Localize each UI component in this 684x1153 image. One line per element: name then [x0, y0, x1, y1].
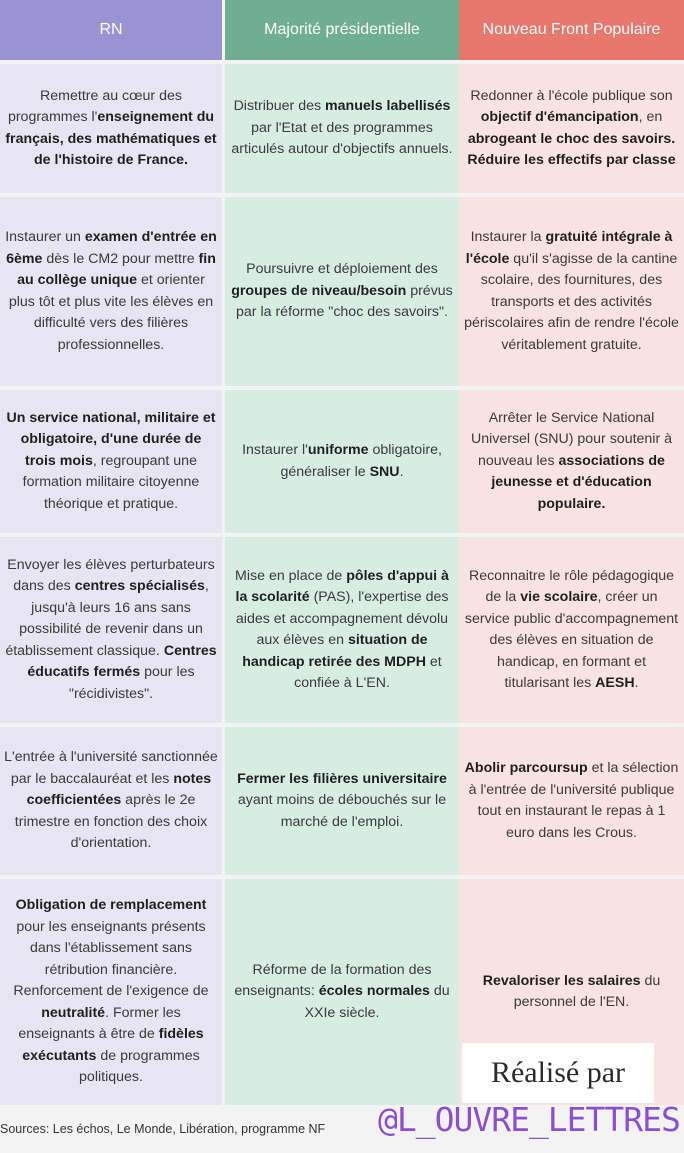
header-rn: RN	[0, 0, 222, 60]
author-handle: @L_OUVRE_LETTRES	[378, 1100, 680, 1139]
cell-majorite: Distribuer des manuels labellisés par l'Etat et des programmes articulés autour d'objectifs annuels.	[225, 64, 459, 193]
cell-rn: Remettre au cœur des programmes l'enseignement du français, des mathématiques et de l'histoire de France.	[0, 64, 222, 193]
cell-majorite: Instaurer l'uniforme obligatoire, généraliser le SNU.	[225, 390, 459, 533]
table-header	[0, 0, 684, 60]
cell-nfp: Instaurer la gratuité intégrale à l'école qu'il s'agisse de la cantine scolaire, des fournitures, des transports et des activités périscolaires afin de rendre l'école véritablement gratuite.	[459, 197, 684, 386]
cell-rn: Un service national, militaire et obligatoire, d'une durée de trois mois, regroupant une formation militaire citoyenne théorique et pratique.	[0, 390, 222, 533]
header-majorite: Majorité présidentielle	[225, 0, 459, 60]
credit-badge: Réalisé par	[462, 1043, 654, 1103]
table-row	[0, 60, 684, 193]
sources-text: Sources: Les échos, Le Monde, Libération, programme NF	[0, 1122, 326, 1136]
cell-nfp: Revaloriser les salaires du personnel de l'EN.	[459, 879, 684, 1105]
cell-nfp: Redonner à l'école publique son objectif d'émancipation, en abrogeant le choc des savoirs. Réduire les effectifs par classe	[459, 64, 684, 193]
cell-rn: Obligation de remplacement pour les enseignants présents dans l'établissement sans rétribution financière. Renforcement de l'exigence de neutralité. Former les enseignants à être de fidèles exécutants de programmes politiques.	[0, 879, 222, 1105]
cell-rn: Envoyer les élèves perturbateurs dans des centres spécialisés, jusqu'à leurs 16 ans sans possibilité de revenir dans un établissement classique. Centres éducatifs fermés pour les "récidivistes".	[0, 537, 222, 723]
table-row	[0, 193, 684, 386]
table-row	[0, 723, 684, 875]
cell-nfp: Reconnaitre le rôle pédagogique de la vie scolaire, créer un service public d'accompagnement des élèves en situation de handicap, en formant et titularisant les AESH.	[459, 537, 684, 723]
cell-nfp: Abolir parcoursup et la sélection à l'entrée de l'université publique tout en instaurant le repas à 1 euro dans les Crous.	[459, 727, 684, 875]
cell-majorite: Poursuivre et déploiement des groupes de niveau/besoin prévus par la réforme "choc des savoirs".	[225, 197, 459, 386]
table-row	[0, 386, 684, 533]
cell-rn: Instaurer un examen d'entrée en 6ème dès le CM2 pour mettre fin au collège unique et orienter plus tôt et plus vite les élèves en difficulté vers des filières professionnelles.	[0, 197, 222, 386]
cell-majorite: Mise en place de pôles d'appui à la scolarité (PAS), l'expertise des aides et accompagnement dévolu aux élèves en situation de handicap retirée des MDPH et confiée à L'EN.	[225, 537, 459, 723]
table-row	[0, 533, 684, 723]
cell-majorite: Fermer les filières universitaire ayant moins de débouchés sur le marché de l'emploi.	[225, 727, 459, 875]
header-nfp: Nouveau Front Populaire	[459, 0, 684, 60]
cell-nfp: Arrêter le Service National Universel (SNU) pour soutenir à nouveau les associations de jeunesse et d'éducation populaire.	[459, 390, 684, 533]
cell-majorite: Réforme de la formation des enseignants: écoles normales du XXIe siècle.	[225, 879, 459, 1105]
cell-rn: L'entrée à l'université sanctionnée par le baccalauréat et les notes coefficientées après le 2e trimestre en fonction des choix d'orientation.	[0, 727, 222, 875]
